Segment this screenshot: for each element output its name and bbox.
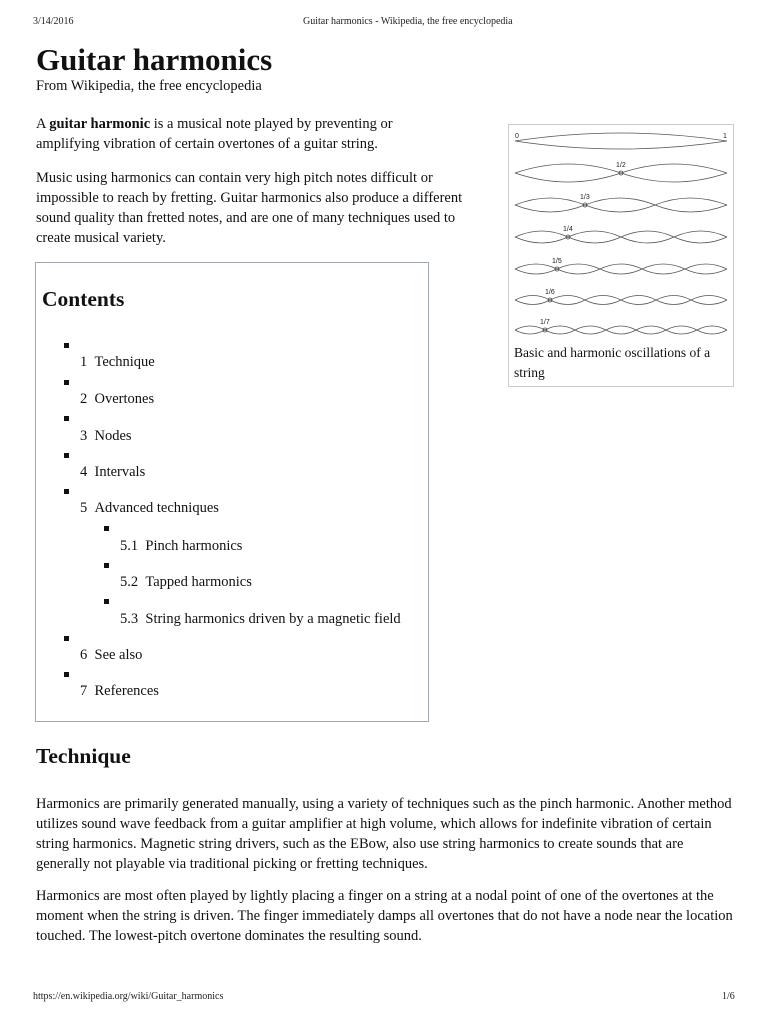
page-title: Guitar harmonics	[36, 42, 273, 77]
second-paragraph: Music using harmonics can contain very high pitch notes difficult or impossible to reach by fretting. Guitar harmonics also produce a different sound quality than fretted notes, and are one of many techniques used to create musical variety.	[36, 170, 463, 246]
toc-bullet	[104, 526, 109, 531]
toc-label: Technique	[94, 354, 155, 370]
toc-number: 5	[80, 500, 88, 516]
toc-number: 6	[80, 647, 88, 663]
toc-bullet	[64, 672, 69, 677]
toc-bullet	[64, 453, 69, 458]
toc-number: 5.2	[120, 574, 139, 590]
toc-item-technique[interactable]	[80, 354, 155, 371]
toc-bullet	[104, 599, 109, 604]
toc-item-intervals[interactable]	[80, 464, 145, 481]
string-end-right-label: 1	[723, 133, 727, 140]
toc-label: Intervals	[94, 464, 146, 480]
print-url: https://en.wikipedia.org/wiki/Guitar_harmonics	[33, 991, 224, 1002]
toc-number: 5.3	[120, 611, 139, 627]
node-label-5: 1/5	[552, 258, 562, 265]
intro-suffix: is a musical note played by preventing or amplifying vibration of certain overtones of a guitar string.	[36, 116, 393, 152]
table-of-contents	[35, 262, 429, 722]
toc-item-references[interactable]	[80, 683, 159, 700]
toc-bullet	[104, 563, 109, 568]
fundamental-wave	[515, 133, 727, 149]
toc-item-tapped-harmonics[interactable]	[120, 574, 252, 591]
toc-item-nodes[interactable]	[80, 428, 132, 445]
toc-number: 5.1	[120, 538, 139, 554]
page-subtitle: From Wikipedia, the free encyclopedia	[36, 78, 262, 94]
intro-prefix: A	[36, 116, 50, 132]
toc-bullet	[64, 416, 69, 421]
toc-bullet	[64, 489, 69, 494]
toc-label: Tapped harmonics	[145, 574, 252, 590]
figure-caption: Basic and harmonic oscillations of a string	[514, 345, 711, 380]
string-end-left-label: 0	[515, 133, 519, 140]
intro-paragraph	[36, 114, 446, 154]
toc-number: 4	[80, 464, 88, 480]
toc-item-see-also[interactable]	[80, 647, 142, 664]
node-label-7: 1/7	[540, 319, 550, 326]
technique-paragraph-1: Harmonics are primarily generated manually, using a variety of techniques such as the pinch harmonic. Another method utilizes sound wave feedback from a guitar amplifier at high volume, which allows for indefinite vibration of certain string harmonics. Magnetic string drivers, such as the EBow, also use string harmonics to create sounds that are generally not playable via traditional picking or fretting techniques.	[36, 796, 732, 872]
print-page-number: 1/6	[722, 991, 735, 1002]
toc-label: Pinch harmonics	[145, 538, 243, 554]
toc-label: See also	[94, 647, 143, 663]
harmonics-figure	[508, 124, 734, 387]
toc-label: Advanced techniques	[94, 500, 219, 516]
harmonic-wave-6	[515, 296, 727, 305]
toc-bullet	[64, 636, 69, 641]
string-oscillations-diagram	[513, 129, 729, 337]
node-label-2: 1/2	[616, 162, 626, 169]
node-label-6: 1/6	[545, 289, 555, 296]
print-date: 3/14/2016	[33, 16, 74, 27]
node-label-4: 1/4	[563, 226, 573, 233]
toc-number: 1	[80, 354, 88, 370]
toc-number: 2	[80, 391, 88, 407]
toc-number: 7	[80, 683, 88, 699]
toc-item-pinch-harmonics[interactable]	[120, 538, 242, 555]
harmonic-wave-3	[515, 198, 727, 212]
toc-number: 3	[80, 428, 88, 444]
toc-label: String harmonics driven by a magnetic field	[145, 611, 401, 627]
toc-label: Nodes	[94, 428, 132, 444]
toc-title: Contents	[42, 287, 125, 311]
node-label-3: 1/3	[580, 194, 590, 201]
print-page-title: Guitar harmonics - Wikipedia, the free encyclopedia	[303, 16, 513, 27]
toc-item-overtones[interactable]	[80, 391, 154, 408]
toc-item-advanced-techniques[interactable]	[80, 500, 219, 517]
toc-bullet	[64, 343, 69, 348]
toc-label: References	[94, 683, 159, 699]
harmonic-wave-4	[515, 231, 727, 243]
harmonic-wave-5	[515, 264, 727, 274]
toc-item-magnetic-field[interactable]	[120, 611, 401, 628]
technique-heading: Technique	[36, 744, 131, 768]
intro-bold-term: guitar harmonic	[49, 116, 151, 132]
toc-label: Overtones	[94, 391, 155, 407]
technique-paragraph-2: Harmonics are most often played by lightly placing a finger on a string at a nodal point of one of the overtones at the moment when the string is driven. The finger immediately damps all overtones that do not have a node near the location touched. The lowest-pitch overtone dominates the resulting sound.	[36, 888, 733, 944]
toc-bullet	[64, 380, 69, 385]
